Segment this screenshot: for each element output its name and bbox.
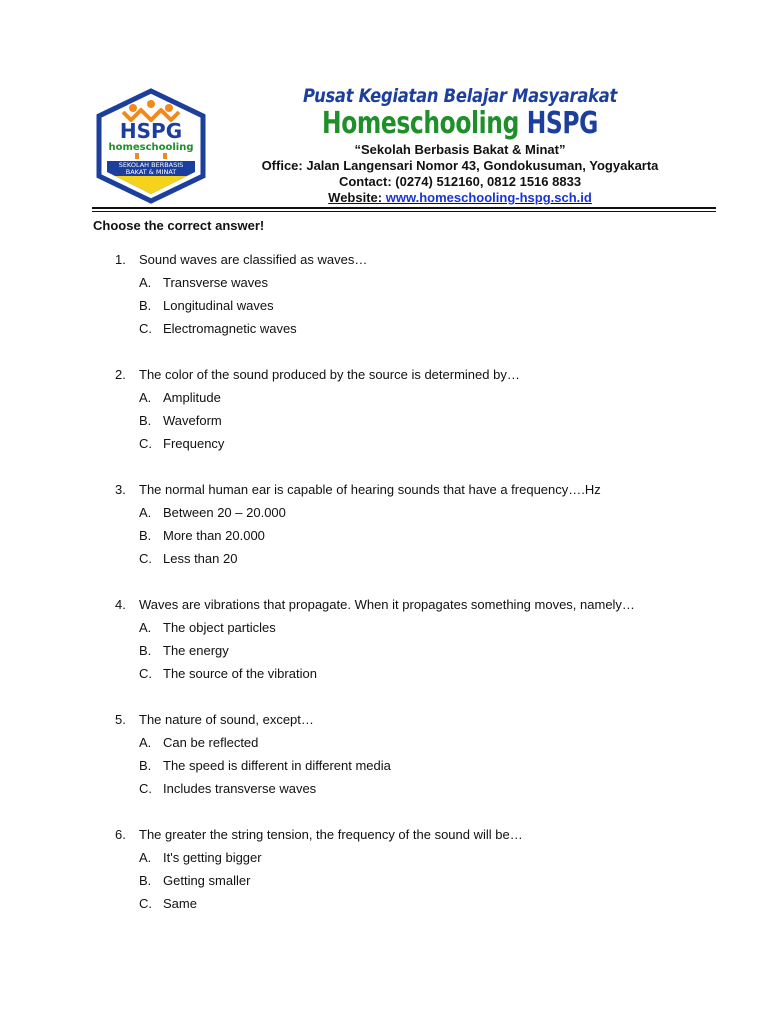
logo-subtext: homeschooling — [108, 142, 194, 153]
option-letter: A. — [139, 505, 152, 520]
school-logo — [95, 88, 207, 204]
question-list — [115, 248, 635, 938]
logo-ribbon-line2: BAKAT & MINAT — [125, 168, 177, 176]
question-line — [115, 708, 635, 731]
question-number: 1. — [115, 252, 126, 267]
option-letter: C. — [139, 896, 152, 911]
option-text: It's getting bigger — [163, 850, 262, 865]
logo-ribbon-line1: SEKOLAH BERBASIS — [118, 161, 184, 169]
question-text: The greater the string tension, the frequency of the sound will be… — [139, 827, 523, 842]
contact-info: Contact: (0274) 512160, 0812 1516 8833 — [338, 174, 582, 189]
question-number: 3. — [115, 482, 126, 497]
option-letter: C. — [139, 436, 152, 451]
website-line — [230, 190, 690, 206]
question-text: Sound waves are classified as waves… — [139, 252, 368, 267]
option-letter: C. — [139, 781, 152, 796]
option-text: The object particles — [163, 620, 276, 635]
answer-option — [115, 294, 635, 317]
option-letter: B. — [139, 643, 152, 658]
answer-option — [115, 317, 635, 340]
option-letter: B. — [139, 758, 152, 773]
option-text: Includes transverse waves — [163, 781, 317, 796]
question-item — [115, 823, 635, 915]
question-line — [115, 823, 635, 846]
question-item — [115, 593, 635, 685]
brand-title — [281, 108, 640, 140]
website-link[interactable]: www.homeschooling-hspg.sch.id — [385, 190, 592, 205]
option-letter: A. — [139, 850, 152, 865]
org-name: Pusat Kegiatan Belajar Masyarakat — [302, 85, 618, 107]
question-item — [115, 708, 635, 800]
letterhead — [230, 84, 690, 206]
header-divider-thin — [92, 211, 716, 212]
question-line — [115, 478, 635, 501]
question-line — [115, 593, 635, 616]
option-text: Can be reflected — [163, 735, 259, 750]
answer-option — [115, 869, 635, 892]
option-text: Between 20 – 20.000 — [163, 505, 286, 520]
question-item — [115, 248, 635, 340]
option-letter: B. — [139, 298, 152, 313]
question-text: Waves are vibrations that propagate. When it propagates something moves, namely… — [139, 597, 635, 612]
answer-option — [115, 271, 635, 294]
option-text: Less than 20 — [163, 551, 238, 566]
question-number: 5. — [115, 712, 126, 727]
option-letter: A. — [139, 620, 152, 635]
answer-option — [115, 386, 635, 409]
option-text: Transverse waves — [163, 275, 268, 290]
brand-part2: HSPG — [526, 106, 598, 141]
question-item — [115, 478, 635, 570]
answer-option — [115, 616, 635, 639]
answer-option — [115, 662, 635, 685]
answer-option — [115, 731, 635, 754]
option-letter: C. — [139, 321, 152, 336]
option-letter: B. — [139, 528, 152, 543]
question-text: The color of the sound produced by the source is determined by… — [139, 367, 520, 382]
option-text: Waveform — [163, 413, 222, 428]
answer-option — [115, 892, 635, 915]
question-number: 6. — [115, 827, 126, 842]
question-text: The nature of sound, except… — [139, 712, 314, 727]
option-letter: A. — [139, 390, 152, 405]
question-line — [115, 248, 635, 271]
option-text: Frequency — [163, 436, 225, 451]
answer-option — [115, 432, 635, 455]
answer-option — [115, 409, 635, 432]
answer-option — [115, 524, 635, 547]
question-text: The normal human ear is capable of hearing sounds that have a frequency….Hz — [139, 482, 601, 497]
option-letter: A. — [139, 275, 152, 290]
logo-text: HSPG — [119, 119, 183, 143]
option-text: Getting smaller — [163, 873, 251, 888]
option-letter: A. — [139, 735, 152, 750]
option-letter: C. — [139, 551, 152, 566]
question-number: 4. — [115, 597, 126, 612]
option-text: The energy — [163, 643, 229, 658]
answer-option — [115, 501, 635, 524]
answer-option — [115, 639, 635, 662]
brand-part1: Homeschooling — [322, 106, 519, 141]
option-letter: B. — [139, 413, 152, 428]
question-number: 2. — [115, 367, 126, 382]
option-text: Electromagnetic waves — [163, 321, 297, 336]
option-text: Amplitude — [163, 390, 221, 405]
answer-option — [115, 547, 635, 570]
question-line — [115, 363, 635, 386]
option-text: More than 20.000 — [163, 528, 265, 543]
office-address: Office: Jalan Langensari Nomor 43, Gondokusuman, Yogyakarta — [261, 158, 659, 173]
option-text: The source of the vibration — [163, 666, 317, 681]
option-text: Longitudinal waves — [163, 298, 274, 313]
answer-option — [115, 777, 635, 800]
tagline: “Sekolah Berbasis Bakat & Minat” — [354, 142, 566, 157]
website-label: Website: — [328, 190, 383, 205]
answer-option — [115, 846, 635, 869]
option-text: The speed is different in different media — [163, 758, 391, 773]
question-item — [115, 363, 635, 455]
option-text: Same — [163, 896, 197, 911]
answer-option — [115, 754, 635, 777]
option-letter: C. — [139, 666, 152, 681]
option-letter: B. — [139, 873, 152, 888]
instruction-heading: Choose the correct answer! — [93, 218, 265, 233]
header-divider-thick — [92, 207, 716, 209]
